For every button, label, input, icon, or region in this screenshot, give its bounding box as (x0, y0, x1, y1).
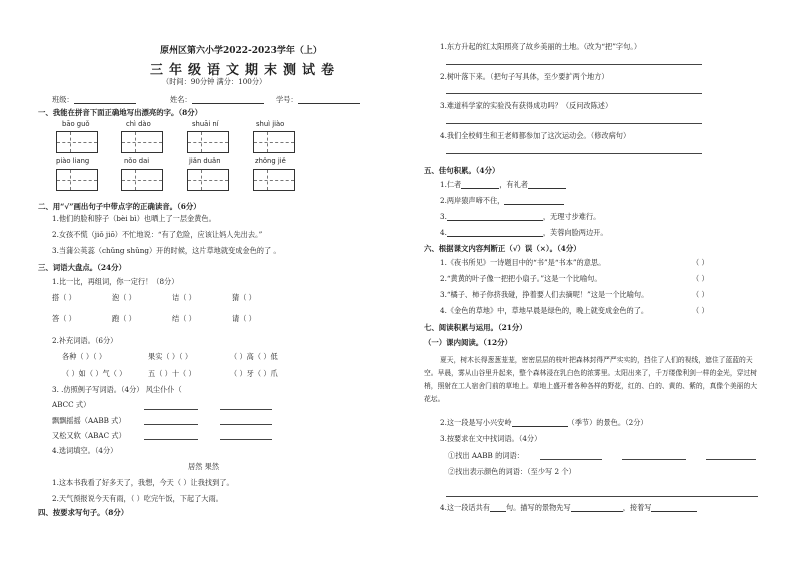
judge-statement: 1.《夜书所见》一诗题目中的“书”是“书本”的意思。 (440, 258, 606, 267)
pinyin: jiǎn duǎn (189, 157, 221, 165)
answer-line[interactable] (446, 64, 702, 65)
fill-item[interactable]: （ ）如（ ）气（ ） (62, 369, 127, 378)
answer-blank[interactable] (490, 503, 506, 512)
id-field[interactable] (276, 95, 360, 104)
compare-item[interactable]: 答（ ） (52, 314, 76, 323)
answer-line[interactable] (446, 153, 702, 154)
pinyin: shuì jiào (256, 120, 285, 128)
sentence-question: 1.东方升起的红太阳照亮了故乡美丽的土地。（改为“把”字句。） (440, 42, 642, 51)
section2-title: 二、用“√”画出句子中带点字的正确读音。（6分） (38, 202, 201, 211)
phrase-item[interactable] (440, 212, 600, 221)
phrase-text: 2.两岸猿声啼不住， (440, 196, 505, 205)
reading-question: 3.按要求在文中找词语。（4分） (440, 434, 542, 443)
aabb-label: 飘飘摇摇（AABB 式） (52, 416, 126, 425)
question-text: （季节）的景色。（2分） (567, 418, 648, 427)
phrase-blank[interactable] (447, 212, 543, 221)
pinyin: nǒo dai (124, 157, 150, 165)
answer-line[interactable] (446, 123, 702, 124)
writing-grid[interactable] (56, 169, 98, 191)
section1-title: 一、我能在拼音下面正确地写出漂亮的字。（8分） (38, 108, 203, 117)
phrase-item[interactable] (440, 196, 564, 205)
phrase-text: ，有礼者 (499, 180, 528, 189)
fill-item[interactable]: 各种（ ）（ ） (62, 352, 107, 361)
choice-question[interactable]: 1.这本书我看了好多天了，我想，今天（ ）让我找到了。 (52, 478, 234, 487)
compare-item[interactable]: 请（ ） (232, 314, 256, 323)
name-field[interactable] (170, 95, 264, 104)
pinyin: zhǒng jiě (255, 157, 286, 165)
section6-title: 六、根据课文内容判断正（√）误（×）。（4分） (424, 244, 581, 253)
id-blank[interactable] (298, 95, 360, 104)
answer-line[interactable] (220, 409, 272, 410)
school-heading: 原州区第六小学2022-2023学年（上） (160, 46, 322, 56)
sec3-sub3: 3. .仿照例子写词语。（4分） 风尘仆仆（ (52, 385, 182, 394)
answer-blank[interactable] (651, 503, 697, 512)
phrase-text: 4. (440, 228, 447, 237)
pinyin: piào liang (56, 157, 90, 165)
sec3-sub1: 1.比一比，再组词，你一定行！（8分） (52, 277, 179, 286)
section7-title: 七、阅读积累与运用。（21分） (424, 323, 527, 332)
time-info: （时间：90分钟 满分：100分） (162, 77, 267, 86)
question-text: ，接着写 (622, 503, 652, 512)
question-text: 2.这一段是写小兴安岭 (440, 418, 512, 427)
answer-line[interactable] (144, 409, 198, 410)
pinyin: bāo guǒ (62, 120, 90, 128)
section5-title: 五、佳句积累。（4分） (424, 166, 500, 175)
sec2-question: 3.当蒲公英蕊（chǔng shǔng）开的时候，这片草地就变成金色的了 。 (52, 246, 281, 255)
reading-question[interactable] (440, 418, 648, 427)
answer-blank[interactable] (512, 418, 568, 427)
judge-answer[interactable]: （ ） (692, 274, 709, 283)
answer-line[interactable] (446, 496, 758, 497)
sentence-question: 4.我们全校师生和王老师都参加了这次运动会。（修改病句） (440, 131, 631, 140)
grade-label: 班级： (52, 95, 74, 104)
section4-title: 四、按要求写句子。（8分） (38, 508, 129, 517)
section7-sub1: （一）课内阅读。（12分） (424, 338, 512, 347)
fill-item[interactable]: （ ）高（ ）低 (230, 352, 278, 361)
name-blank[interactable] (192, 95, 264, 104)
sec3-sub2: 2.补充词语。（6分） (52, 336, 118, 345)
fill-item[interactable]: 五（ ）十（ ） (148, 369, 196, 378)
answer-line[interactable] (144, 424, 198, 425)
choice-question[interactable]: 2.天气预报说今天有雨，（ ）吃完午饭，下起了大雨。 (52, 494, 223, 503)
judge-statement: 2.“黄黄的叶子像一把把小扇子。”这是一个比喻句。 (440, 274, 602, 283)
pinyin: chì dào (126, 120, 151, 128)
answer-line[interactable] (220, 439, 272, 440)
exam-title: 三年级语文期末测试卷 (150, 63, 341, 78)
judge-statement: 4.《金色的草地》中，草地早晨是绿色的，晚上就变成金色的了。 (440, 306, 649, 315)
phrase-blank[interactable] (528, 180, 566, 189)
fill-item[interactable]: 果实（ ）（ ） (148, 352, 193, 361)
answer-line[interactable] (220, 424, 272, 425)
answer-line[interactable] (622, 459, 686, 460)
judge-answer[interactable]: （ ） (692, 258, 709, 267)
compare-item[interactable]: 诘（ ） (172, 293, 196, 302)
answer-line[interactable] (144, 439, 198, 440)
sec3-sub4: 4.选词填空。（4分） (52, 446, 118, 455)
phrase-item[interactable] (440, 228, 608, 237)
phrase-blank[interactable] (504, 196, 564, 205)
pinyin: shuāi ní (192, 120, 219, 128)
judge-statement: 3.“橘子、柿子你挤我碰，挣着要人们去摘呢！”这是一个比喻句。 (440, 290, 649, 299)
answer-blank[interactable] (571, 503, 623, 512)
question-text: 4.这一段话共有 (440, 503, 490, 512)
id-label: 学号： (276, 95, 298, 104)
phrase-text: ，芙蓉向脸两边开。 (542, 228, 608, 237)
reading-subquestion: ②找出表示颜色的词语：（至少写 2 个） (448, 467, 576, 476)
writing-grid[interactable] (187, 169, 229, 191)
abcc-label: ABCC 式） (52, 400, 91, 409)
writing-grid[interactable] (253, 131, 295, 153)
sec2-question: 1.他们的脸和脖子（bèi bì）也晒上了一层金黄色。 (52, 214, 216, 223)
phrase-blank[interactable] (461, 180, 499, 189)
compare-item[interactable]: 结（ ） (172, 314, 196, 323)
answer-line[interactable] (446, 93, 702, 94)
phrase-blank[interactable] (447, 228, 543, 237)
sec2-question: 2.女孩不慌（jiǒ jiō）不忙地说：“有了危险，应该让妈人先出去。” (52, 230, 263, 239)
compare-item[interactable]: 搭（ ） (52, 293, 76, 302)
writing-grid[interactable] (253, 169, 295, 191)
answer-line[interactable] (540, 459, 602, 460)
reading-question[interactable] (440, 503, 697, 512)
phrase-text: 3. (440, 212, 447, 221)
phrase-text: ，无理寸步难行。 (542, 212, 601, 221)
answer-line[interactable] (706, 459, 756, 460)
compare-item[interactable]: 猜（ ） (232, 293, 256, 302)
compare-item[interactable]: 泡（ ） (112, 293, 136, 302)
phrase-text: 1.仁者 (440, 180, 462, 189)
abac-label: 又松又软（ABAC 式） (52, 431, 126, 440)
writing-grid[interactable] (56, 131, 98, 153)
compare-item[interactable]: 跑（ ） (112, 314, 136, 323)
reading-subquestion: ①找出 AABB 的词语： (448, 451, 524, 460)
section3-title: 三、词语大盘点。（24分） (38, 263, 126, 272)
name-label: 姓名： (170, 95, 192, 104)
writing-grid[interactable] (187, 131, 229, 153)
writing-grid[interactable] (121, 131, 163, 153)
judge-answer[interactable]: （ ） (692, 306, 709, 315)
fill-item[interactable]: （ ）牙（ ）爪 (230, 369, 278, 378)
grade-blank[interactable] (74, 95, 136, 104)
choice-words: 居然 果然 (188, 462, 220, 471)
writing-grid[interactable] (121, 169, 163, 191)
sentence-question: 2.树叶落下来。（把句子写具体，至少要扩两个地方） (440, 72, 609, 81)
grade-field[interactable] (52, 95, 136, 104)
reading-passage: 夏天，树木长得葱葱茏茏，密密层层的枝叶把森林封得严严实实的，挡住了人们的视线，遮住了蓝蓝的天空。早晨，雾从山谷里升起来，整个森林浸在乳白色的浓雾里。太阳出来了，千万缕像利剑一样的金光，穿过树梢，照射在工人宿舍门前的草地上。草地上盛开着各种各样的野花，红的、白的、黄的、紫的，真像个美丽的大花坛。 (424, 356, 758, 403)
judge-answer[interactable]: （ ） (692, 290, 709, 299)
sentence-question: 3.难道科学家的实验没有获得成功吗？（反问改陈述） (440, 101, 613, 110)
question-text: 句。描写的景物先写 (505, 503, 571, 512)
phrase-item[interactable] (440, 180, 566, 189)
